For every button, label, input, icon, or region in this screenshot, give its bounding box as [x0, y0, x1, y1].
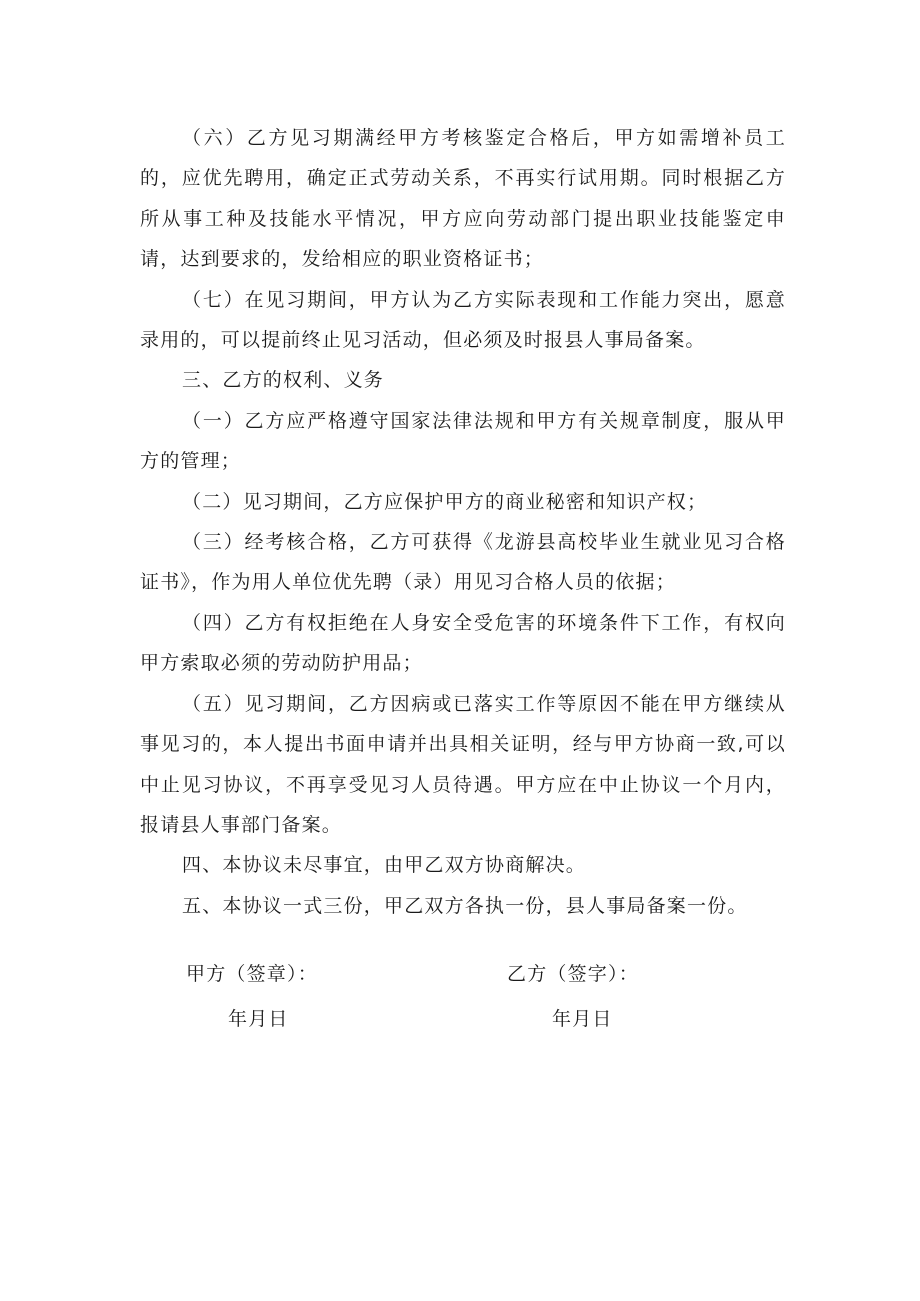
- section-four: 四、本协议未尽事宜，由甲乙双方协商解决。: [182, 854, 587, 877]
- clause-six: （六）乙方见习期满经甲方考核鉴定合格后，甲方如需增补员工的，应优先聘用，确定正式劳动关系，不再实行试用期。同时根据乙方所从事工种及技能水平情况，甲方应向劳动部门提出职业技能鉴定申请，达到要求的，发给相应的职业资格证书；: [140, 127, 786, 271]
- party-a-signature-label: 甲方（签章）：: [186, 963, 318, 985]
- clause-b-four: （四）乙方有权拒绝在人身安全受危害的环境条件下工作，有权向甲方索取必须的劳动防护用品；: [140, 611, 786, 675]
- section-heading-party-b-rights: 三、乙方的权利、义务: [182, 369, 385, 392]
- clause-b-three: （三）经考核合格，乙方可获得《龙游县高校毕业生就业见习合格证书》，作为用人单位优先聘（录）用见习合格人员的依据；: [140, 531, 786, 594]
- clause-seven: （七）在见习期间，甲方认为乙方实际表现和工作能力突出，愿意录用的，可以提前终止见习活动，但必须及时报县人事局备案。: [140, 288, 786, 352]
- section-five: 五、本协议一式三份，甲乙双方各执一份，县人事局备案一份。: [182, 894, 748, 917]
- clause-b-two: （二）见习期间，乙方应保护甲方的商业秘密和知识产权；: [182, 490, 708, 513]
- clause-b-five: （五）见习期间，乙方因病或已落实工作等原因不能在甲方继续从事见习的，本人提出书面申请并出具相关证明，经与甲方协商一致,可以中止见习协议，不再享受见习人员待遇。甲方应在中止协议一个月内，报请县人事部门备案。: [140, 692, 786, 836]
- party-a-date: 年月日: [228, 1008, 289, 1030]
- party-b-date: 年月日: [552, 1008, 613, 1030]
- clause-b-one: （一）乙方应严格遵守国家法律法规和甲方有关规章制度，服从甲方的管理；: [140, 409, 786, 473]
- party-b-signature-label: 乙方（签字）：: [507, 963, 639, 985]
- agreement-body: [140, 118, 786, 926]
